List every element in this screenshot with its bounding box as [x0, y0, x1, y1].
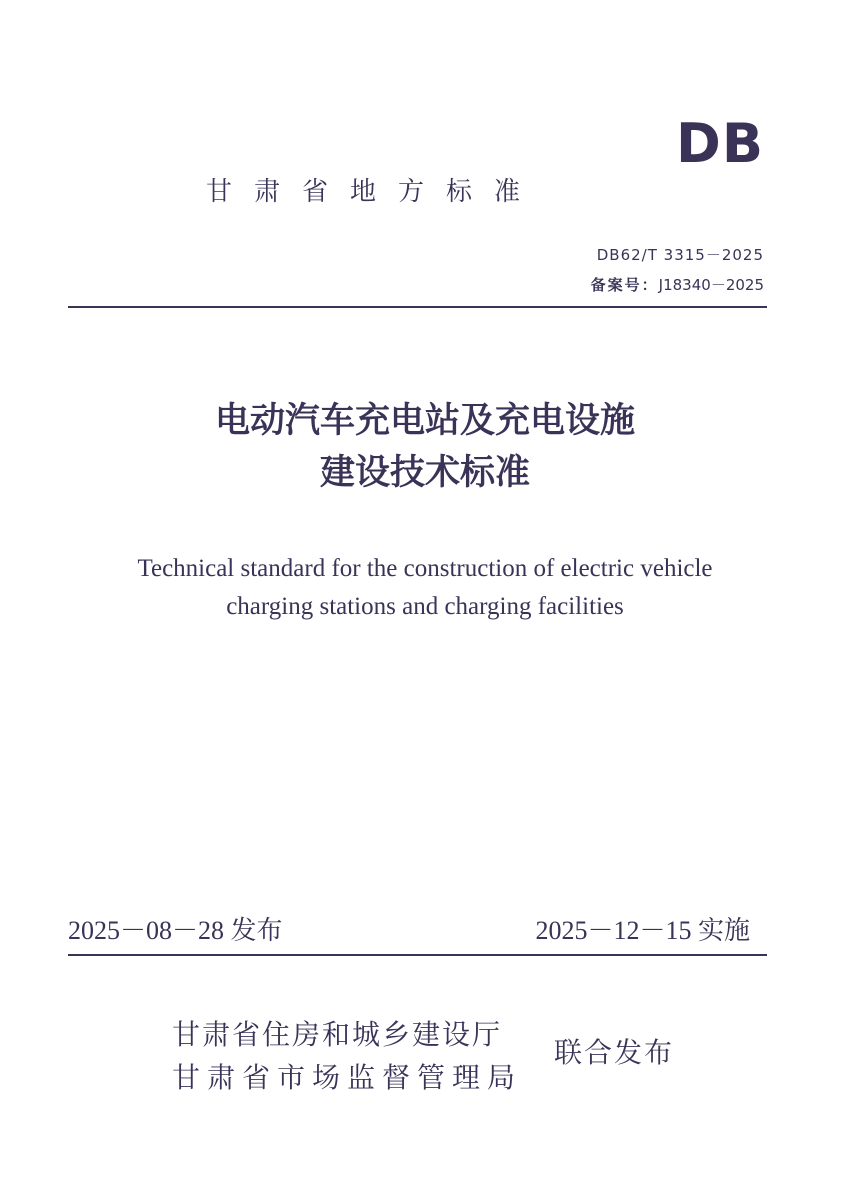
title-chinese-line-2: 建设技术标准 [319, 452, 530, 493]
record-number-value: J18340－2025 [658, 276, 764, 294]
bottom-divider [68, 954, 767, 956]
title-chinese [0, 395, 850, 499]
title-english-line-2: charging stations and charging facilities [226, 593, 624, 620]
top-divider [68, 306, 767, 308]
issuing-authorities [172, 1013, 522, 1099]
implementation-date: 2025－12－15 实施 [535, 916, 750, 945]
title-english [0, 550, 850, 626]
title-english-line-1: Technical standard for the construction of electric vehicle [137, 555, 713, 582]
standard-number: DB62/T 3315－2025 [596, 246, 764, 264]
title-chinese-line-1: 电动汽车充电站及充电设施 [214, 400, 635, 441]
standard-category: 甘肃省地方标准 [206, 177, 543, 207]
record-number-label: 备案号： [590, 276, 659, 294]
joint-release-label: 联合发布 [554, 1036, 675, 1069]
issuer-1: 甘肃省住房和城乡建设厅 [172, 1018, 503, 1051]
record-number [591, 275, 764, 295]
db-logo: DB [676, 112, 764, 175]
release-date: 2025－08－28 发布 [68, 916, 283, 945]
issuer-2: 甘肃省市场监督管理局 [172, 1061, 523, 1094]
